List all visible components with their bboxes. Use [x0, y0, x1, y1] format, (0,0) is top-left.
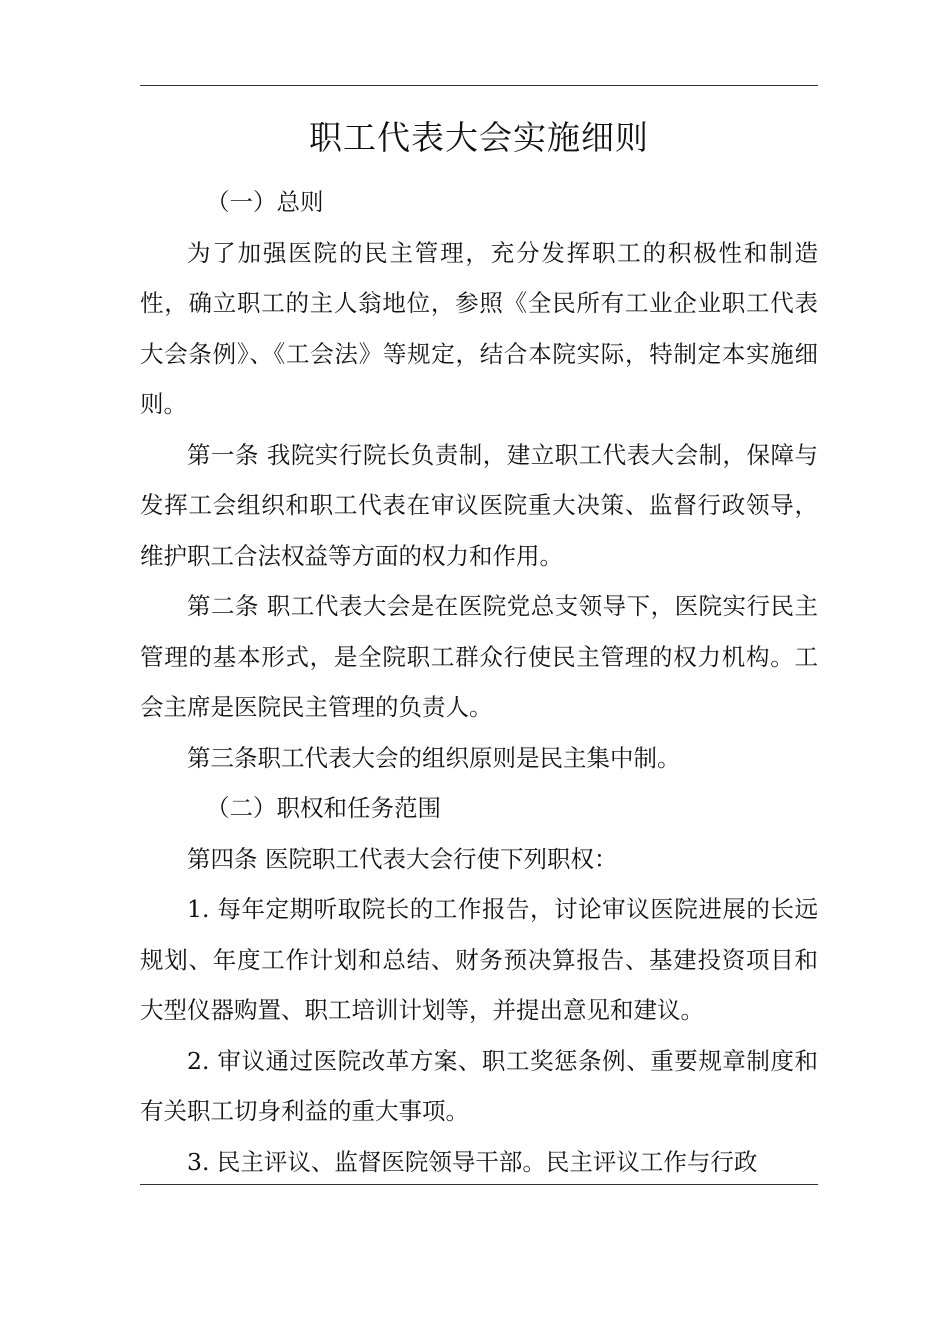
- article-paragraph: 第二条 职工代表大会是在医院党总支领导下，医院实行民主管理的基本形式，是全院职工群众行使民主管理的权力机构。工会主席是医院民主管理的负责人。: [140, 592, 818, 721]
- article-paragraph: 第四条 医院职工代表大会行使下列职权：: [187, 844, 618, 873]
- list-item: 3. 民主评议、监督医院领导干部。民主评议工作与行政: [187, 1147, 758, 1176]
- list-item: 1. 每年定期听取院长的工作报告，讨论审议医院进展的长远规划、年度工作计划和总结、财务预决算报告、基建投资项目和大型仪器购置、职工培训计划等，并提出意见和建议。: [140, 895, 818, 1024]
- document-title: 职工代表大会实施细则: [309, 118, 649, 157]
- section-heading: （二）职权和任务范围: [206, 794, 441, 822]
- footer-rule: [140, 1184, 818, 1185]
- article-paragraph: 第三条职工代表大会的组织原则是民主集中制。: [187, 743, 681, 772]
- document-body: [140, 177, 818, 1187]
- list-item: 2. 审议通过医院改革方案、职工奖惩条例、重要规章制度和有关职工切身利益的重大事项。: [140, 1046, 818, 1125]
- section-heading: （一）总则: [206, 188, 324, 216]
- header-rule: [140, 85, 818, 86]
- body-paragraph: 为了加强医院的民主管理，充分发挥职工的积极性和制造性，确立职工的主人翁地位，参照《全民所有工业企业职工代表大会条例》、《工会法》等规定，结合本院实际，特制定本实施细则。: [140, 238, 818, 418]
- article-paragraph: 第一条 我院实行院长负责制，建立职工代表大会制，保障与发挥工会组织和职工代表在审议医院重大决策、监督行政领导，维护职工合法权益等方面的权力和作用。: [140, 440, 818, 570]
